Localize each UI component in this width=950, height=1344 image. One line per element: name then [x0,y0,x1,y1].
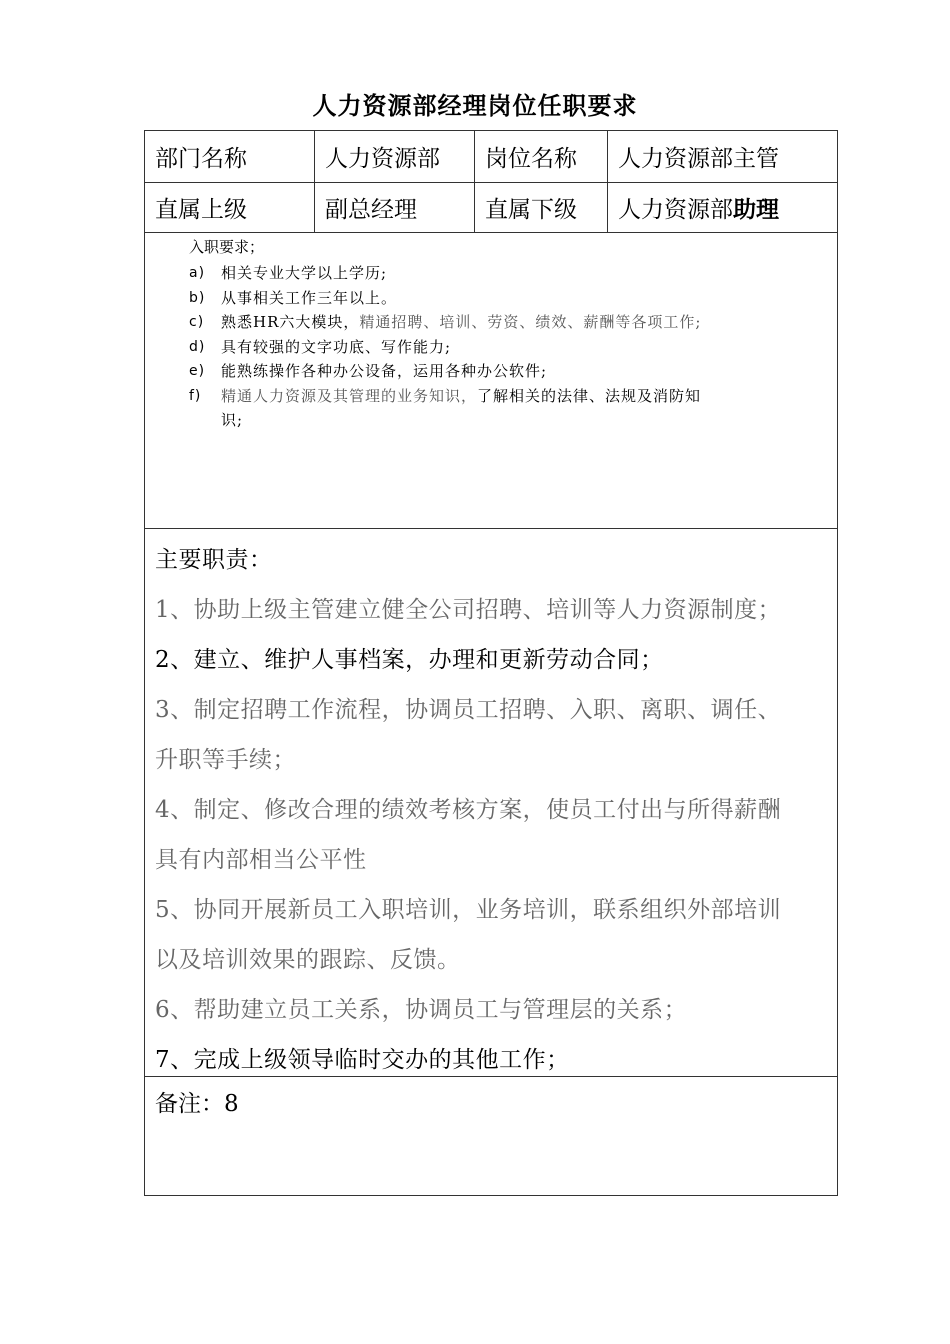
remarks: 备注：8 [155,1091,239,1117]
requirements-heading: 入职要求； [189,238,265,256]
requirement-marker: e) [189,363,206,379]
requirement-marker: b) [189,289,206,306]
requirement-item [189,286,829,311]
label-direct-subordinate: 直属下级 [475,183,608,232]
main-duties-section [145,529,837,1077]
duty-line: 5、协同开展新员工入职培训，业务培训，联系组织外部培训 [155,897,782,923]
header-row-reporting [145,183,837,233]
requirement-item [189,335,829,360]
label-direct-superior: 直属上级 [145,183,315,232]
label-department-name: 部门名称 [145,131,315,182]
duty-line: 以及培训效果的跟踪、反馈。 [155,947,461,973]
requirement-text: 相关专业大学以上学历; [221,264,388,282]
value-direct-superior: 副总经理 [315,183,475,232]
page-title: 人力资源部经理岗位任职要求 [312,91,638,120]
label-position-name: 岗位名称 [475,131,608,182]
requirement-text: 从事相关工作三年以上。 [221,288,398,307]
requirement-item [189,261,829,286]
job-requirements-table [144,130,838,1196]
requirement-marker: f) [189,387,202,404]
duty-line: 升职等手续； [155,747,296,773]
duty-line: 2、建立、维护人事档案，办理和更新劳动合同； [155,647,664,673]
duty-line: 7、完成上级领导临时交办的其他工作； [155,1047,570,1073]
requirement-text-continued: 精通招聘、培训、劳资、绩效、薪酬等各项工作; [359,313,702,331]
requirement-text: 能熟练操作各种办公设备，运用各种办公软件; [221,362,548,380]
requirement-marker: d) [189,338,206,355]
value-department-name: 人力资源部 [315,131,475,182]
entry-requirements-section [145,233,837,529]
duty-line: 4、制定、修改合理的绩效考核方案，使员工付出与所得薪酬 [155,797,782,823]
requirement-item [189,359,829,384]
requirement-text: 精通人力资源及其管理的业务知识， [221,386,478,405]
duty-line: 具有内部相当公平性 [155,847,367,873]
duties-heading: 主要职责： [155,547,273,573]
requirement-text: 熟悉HR六大模块， [221,313,360,331]
duty-line: 6、帮助建立员工关系，协调员工与管理层的关系； [155,997,688,1023]
requirement-text-wrap: 识; [221,411,244,429]
duty-line: 3、制定招聘工作流程，协调员工招聘、入职、离职、调任、 [155,697,782,723]
requirement-item [189,384,829,433]
requirement-text: 具有较强的文字功底、写作能力; [221,337,452,356]
requirement-marker: c) [189,314,205,330]
duties-list [155,535,831,1085]
requirements-list [189,261,829,433]
requirement-marker: a) [189,265,206,281]
value-direct-subordinate [608,183,837,232]
subordinate-prefix: 人力资源部 [618,197,733,223]
duty-line: 1、协助上级主管建立健全公司招聘、培训等人力资源制度； [155,597,782,623]
value-position-name: 人力资源部主管 [618,146,779,172]
requirement-text-continued: 了解相关的法律、法规及消防知 [477,386,702,405]
subordinate-bold-suffix: 助理 [733,196,779,223]
header-row-department [145,131,837,183]
requirement-item [189,310,829,335]
